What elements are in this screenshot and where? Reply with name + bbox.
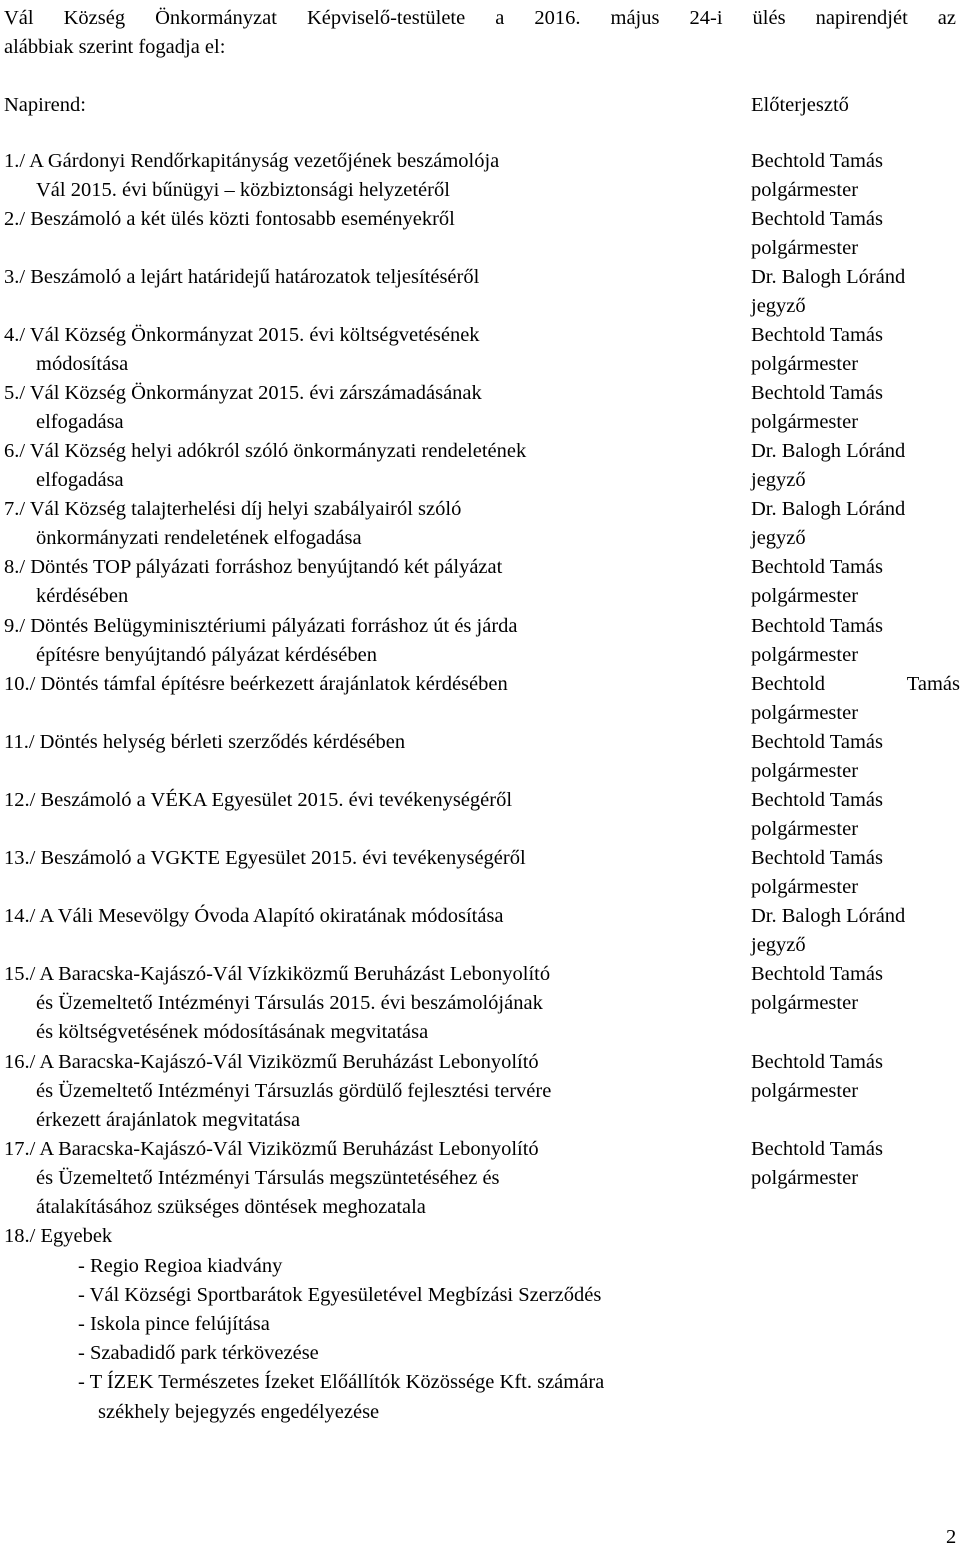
agenda-item-1-line-2: Vál 2015. évi bűnügyi – közbiztonsági helyzetéről bbox=[36, 179, 450, 201]
agenda-item-17-line-2: és Üzemeltető Intézményi Társulás megszüntetéséhez és bbox=[36, 1167, 500, 1189]
agenda-item-1-presenter-role: polgármester bbox=[751, 179, 859, 201]
agenda-item-10-presenter-role: polgármester bbox=[751, 702, 859, 724]
agenda-item-3-presenter-role: jegyző bbox=[751, 295, 806, 317]
agenda-item-8-presenter-role: polgármester bbox=[751, 585, 859, 607]
other-item-2: - Vál Községi Sportbarátok Egyesületével Megbízási Szerződés bbox=[78, 1284, 602, 1306]
agenda-item-16-line-2: és Üzemeltető Intézményi Társuzlás gördülő fejlesztési tervére bbox=[36, 1080, 552, 1102]
agenda-item-14-presenter-name: Dr. Balogh Lóránd bbox=[751, 905, 906, 927]
other-item-5: - T ÍZEK Természetes Ízeket Előállítók Közössége Kft. számára bbox=[78, 1371, 605, 1393]
agenda-item-7-presenter-name: Dr. Balogh Lóránd bbox=[751, 498, 906, 520]
agenda-item-12-line-1: 12./ Beszámoló a VÉKA Egyesület 2015. évi tevékenységéről bbox=[4, 789, 513, 811]
agenda-item-6-presenter-name: Dr. Balogh Lóránd bbox=[751, 440, 906, 462]
agenda-item-6-presenter-role: jegyző bbox=[751, 469, 806, 491]
agenda-item-10-presenter-name: Bechtold Tamás bbox=[751, 673, 960, 695]
agenda-item-7-line-2: önkormányzati rendeletének elfogadása bbox=[36, 527, 362, 549]
agenda-item-9-line-1: 9./ Döntés Belügyminisztériumi pályázati forráshoz út és járda bbox=[4, 615, 518, 637]
agenda-item-2-presenter-role: polgármester bbox=[751, 237, 859, 259]
agenda-item-4-line-2: módosítása bbox=[36, 353, 129, 375]
presenter-header: Előterjesztő bbox=[751, 94, 849, 116]
other-item-4: - Szabadidő park térkövezése bbox=[78, 1342, 319, 1364]
other-item-1: - Regio Regioa kiadvány bbox=[78, 1255, 283, 1277]
agenda-item-8-line-2: kérdésében bbox=[36, 585, 129, 607]
agenda-item-6-line-2: elfogadása bbox=[36, 469, 124, 491]
agenda-item-16-presenter-name: Bechtold Tamás bbox=[751, 1051, 883, 1073]
agenda-item-17-line-3: átalakításához szükséges döntések meghozatala bbox=[36, 1196, 426, 1218]
agenda-item-15-presenter-name: Bechtold Tamás bbox=[751, 963, 883, 985]
agenda-item-2-line-1: 2./ Beszámoló a két ülés közti fontosabb eseményekről bbox=[4, 208, 455, 230]
agenda-item-15-line-2: és Üzemeltető Intézményi Társulás 2015. évi beszámolójának bbox=[36, 992, 543, 1014]
agenda-item-4-presenter-role: polgármester bbox=[751, 353, 859, 375]
agenda-item-3-line-1: 3./ Beszámoló a lejárt határidejű határozatok teljesítéséről bbox=[4, 266, 480, 288]
other-item-3: - Iskola pince felújítása bbox=[78, 1313, 270, 1335]
agenda-item-13-line-1: 13./ Beszámoló a VGKTE Egyesület 2015. évi tevékenységéről bbox=[4, 847, 526, 869]
agenda-item-2-presenter-name: Bechtold Tamás bbox=[751, 208, 883, 230]
agenda-item-6-line-1: 6./ Vál Község helyi adókról szóló önkormányzati rendeletének bbox=[4, 440, 527, 462]
agenda-item-17-line-1: 17./ A Baracska-Kajászó-Vál Viziközmű Beruházást Lebonyolító bbox=[4, 1138, 539, 1160]
agenda-item-1-presenter-name: Bechtold Tamás bbox=[751, 150, 883, 172]
agenda-item-14-presenter-role: jegyző bbox=[751, 934, 806, 956]
agenda-item-16-line-1: 16./ A Baracska-Kajászó-Vál Viziközmű Beruházást Lebonyolító bbox=[4, 1051, 539, 1073]
agenda-item-18-line-1: 18./ Egyebek bbox=[4, 1225, 113, 1247]
agenda-item-16-line-3: érkezett árajánlatok megvitatása bbox=[36, 1109, 301, 1131]
agenda-item-17-presenter-role: polgármester bbox=[751, 1167, 859, 1189]
agenda-header: Napirend: bbox=[4, 94, 86, 116]
agenda-item-3-presenter-name: Dr. Balogh Lóránd bbox=[751, 266, 906, 288]
agenda-item-9-presenter-name: Bechtold Tamás bbox=[751, 615, 883, 637]
agenda-item-9-line-2: építésre benyújtandó pályázat kérdésében bbox=[36, 644, 377, 666]
agenda-item-12-presenter-role: polgármester bbox=[751, 818, 859, 840]
intro-line-1: Vál Község Önkormányzat Képviselő-testülete a 2016. május 24-i ülés napirendjét az bbox=[4, 7, 956, 29]
agenda-item-15-line-1: 15./ A Baracska-Kajászó-Vál Vízkiközmű Beruházást Lebonyolító bbox=[4, 963, 551, 985]
agenda-item-5-presenter-role: polgármester bbox=[751, 411, 859, 433]
other-item-5-continuation: székhely bejegyzés engedélyezése bbox=[98, 1401, 380, 1423]
agenda-item-15-line-3: és költségvetésének módosításának megvitatása bbox=[36, 1021, 429, 1043]
page-number: 2 bbox=[946, 1526, 957, 1548]
agenda-item-5-line-2: elfogadása bbox=[36, 411, 124, 433]
agenda-item-13-presenter-name: Bechtold Tamás bbox=[751, 847, 883, 869]
agenda-item-17-presenter-name: Bechtold Tamás bbox=[751, 1138, 883, 1160]
agenda-item-8-presenter-name: Bechtold Tamás bbox=[751, 556, 883, 578]
agenda-item-14-line-1: 14./ A Váli Mesevölgy Óvoda Alapító okiratának módosítása bbox=[4, 905, 504, 927]
agenda-item-5-presenter-name: Bechtold Tamás bbox=[751, 382, 883, 404]
agenda-item-15-presenter-role: polgármester bbox=[751, 992, 859, 1014]
agenda-item-12-presenter-name: Bechtold Tamás bbox=[751, 789, 883, 811]
agenda-item-7-line-1: 7./ Vál Község talajterhelési díj helyi szabályairól szóló bbox=[4, 498, 462, 520]
agenda-item-11-presenter-role: polgármester bbox=[751, 760, 859, 782]
agenda-item-9-presenter-role: polgármester bbox=[751, 644, 859, 666]
agenda-item-7-presenter-role: jegyző bbox=[751, 527, 806, 549]
agenda-item-16-presenter-role: polgármester bbox=[751, 1080, 859, 1102]
intro-line-2: alábbiak szerint fogadja el: bbox=[4, 36, 226, 58]
agenda-item-10-line-1: 10./ Döntés támfal építésre beérkezett árajánlatok kérdésében bbox=[4, 673, 508, 695]
agenda-item-13-presenter-role: polgármester bbox=[751, 876, 859, 898]
agenda-item-8-line-1: 8./ Döntés TOP pályázati forráshoz benyújtandó két pályázat bbox=[4, 556, 503, 578]
agenda-item-5-line-1: 5./ Vál Község Önkormányzat 2015. évi zárszámadásának bbox=[4, 382, 482, 404]
agenda-item-1-line-1: 1./ A Gárdonyi Rendőrkapitányság vezetőjének beszámolója bbox=[4, 150, 500, 172]
agenda-item-4-presenter-name: Bechtold Tamás bbox=[751, 324, 883, 346]
agenda-item-11-presenter-name: Bechtold Tamás bbox=[751, 731, 883, 753]
agenda-item-11-line-1: 11./ Döntés helység bérleti szerződés kérdésében bbox=[4, 731, 406, 753]
agenda-item-4-line-1: 4./ Vál Község Önkormányzat 2015. évi költségvetésének bbox=[4, 324, 480, 346]
